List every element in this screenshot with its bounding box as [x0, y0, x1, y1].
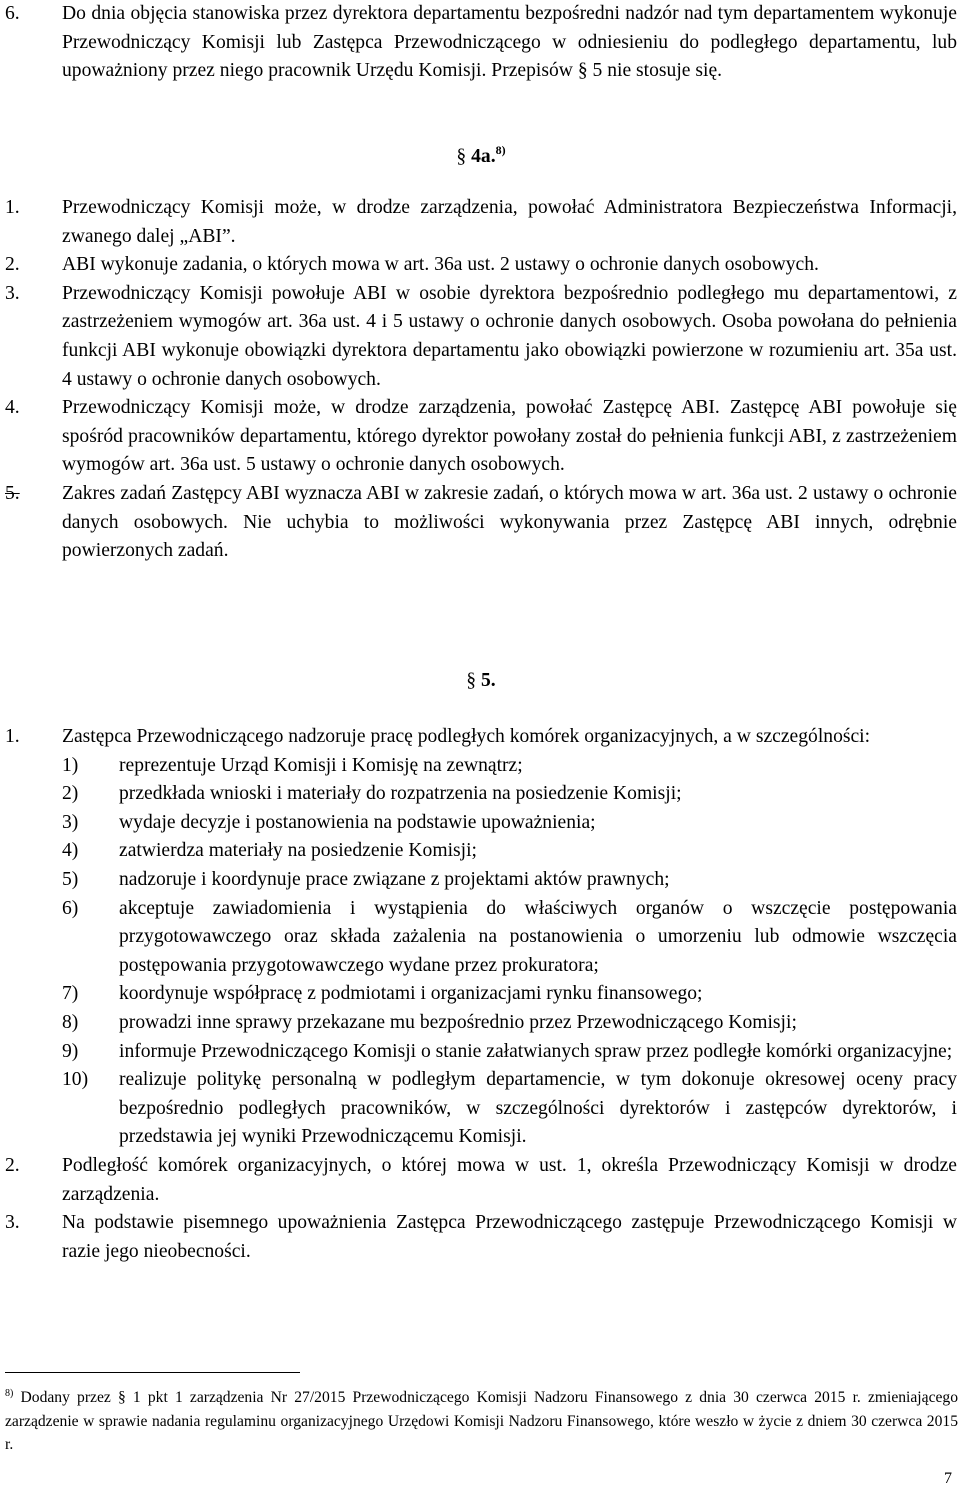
list-item: [5, 251, 957, 280]
sub-item: [5, 980, 957, 1009]
footnote-text: Dodany przez § 1 pkt 1 zarządzenia Nr 27/2015 Przewodniczącego Komisji Nadzoru Finansowego z dnia 30 czerwca 2015 r. zmieniającego zarządzenie w sprawie nadania regulaminu organizacyjnego Urzędowi Komisji Nadzoru Finansowego, które weszło w życie z dniem 30 czerwca 2015 r.: [5, 1389, 958, 1453]
list-top: [5, 0, 957, 86]
sub-item: [5, 895, 957, 981]
list-item: [5, 1209, 957, 1266]
section-sign: §: [456, 146, 467, 167]
item-number: 4.: [5, 397, 20, 419]
footnote-marker: 8): [5, 1388, 14, 1399]
item-text: ABI wykonuje zadania, o których mowa w art. 36a ust. 2 ustawy o ochronie danych osobowych.: [62, 254, 819, 276]
sub-item: [5, 837, 957, 866]
sub-item-number: 5): [62, 868, 79, 890]
sub-item: [5, 1009, 957, 1038]
list-item: [5, 280, 957, 394]
list-item: [5, 1152, 957, 1209]
sub-item-text: realizuje politykę personalną w podległym departamencie, w tym dokonuje okresowej oceny pracy bezpośrednio podległych pracowników, w szczególności dyrektorów i zastępców dyrektorów, i przedstawia jej wyniki Przewodniczącemu Komisji.: [119, 1069, 957, 1148]
list-item: [5, 0, 957, 86]
sub-item: [5, 752, 957, 781]
sub-item-number: 4): [62, 840, 79, 862]
item-number: 2.: [5, 1154, 20, 1176]
section-label: 5.: [481, 670, 496, 691]
list-item: [5, 480, 957, 566]
item-text: Przewodniczący Komisji może, w drodze zarządzenia, powołać Zastępcę ABI. Zastępcę ABI powołuje się spośród pracowników departamentu, którego dyrektor powołany został do pełnienia funkcji ABI, z zastrzeżeniem wymogów art. 36a ust. 5 ustawy o ochronie danych osobowych.: [62, 397, 957, 476]
sub-item: [5, 780, 957, 809]
item-number: 3.: [5, 1212, 20, 1234]
sub-item-text: przedkłada wnioski i materiały do rozpatrzenia na posiedzenie Komisji;: [119, 783, 682, 805]
sub-item-number: 10): [62, 1069, 89, 1091]
sub-item-text: koordynuje współpracę z podmiotami i organizacjami rynku finansowego;: [119, 983, 703, 1005]
section-heading-5: [5, 667, 957, 696]
section-sign: §: [466, 670, 477, 691]
list-section-4a: [5, 194, 957, 566]
sub-item-number: 8): [62, 1011, 79, 1033]
footnote: [5, 1386, 958, 1457]
item-number: 5.: [5, 482, 20, 504]
section-label: 4a.: [471, 146, 496, 167]
item-number: 1.: [5, 726, 20, 747]
footnote-reference: 8): [495, 143, 506, 157]
item-text: Przewodniczący Komisji powołuje ABI w osobie dyrektora bezpośrednio podległego mu departamentowi, z zastrzeżeniem wymogów art. 36a ust. 4 i 5 ustawy o ochronie danych osobowych. Osoba powołana do pełnienia funkcji ABI wykonuje obowiązki dyrektora departamentu jako obowiązki powierzone w rozumieniu art. 35a ust. 4 ustawy o ochronie danych osobowych.: [62, 282, 957, 390]
sub-item-number: 3): [62, 811, 79, 833]
item-number: 2.: [5, 254, 20, 276]
sub-item: [5, 809, 957, 838]
sub-item-number: 1): [62, 754, 79, 776]
sub-item: [5, 1066, 957, 1152]
item-text: Przewodniczący Komisji może, w drodze zarządzenia, powołać Administratora Bezpieczeństwa Informacji, zwanego dalej „ABI”.: [62, 197, 957, 247]
list-item: [5, 394, 957, 480]
sub-item-text: informuje Przewodniczącego Komisji o stanie załatwianych spraw przez podległe komórki organizacyjne;: [119, 1040, 953, 1062]
list-section-5: [5, 723, 957, 1266]
sub-item-number: 9): [62, 1040, 79, 1062]
item-text: Na podstawie pisemnego upoważnienia Zastępca Przewodniczącego zastępuje Przewodniczącego Komisji w razie jego nieobecności.: [62, 1212, 957, 1262]
section-heading-4a: [5, 143, 957, 172]
item-text: Zakres zadań Zastępcy ABI wyznacza ABI w zakresie zadań, o których mowa w art. 36a ust. 2 ustawy o ochronie danych osobowych. Nie uchybia to możliwości wykonywania przez Zastępcę ABI innych, odrębnie powierzonych zadań.: [62, 482, 957, 562]
sub-item-text: reprezentuje Urząd Komisji i Komisję na zewnątrz;: [119, 754, 523, 776]
item-text: Do dnia objęcia stanowiska przez dyrektora departamentu bezpośredni nadzór nad tym departamentem wykonuje Przewodniczący Komisji lub Zastępca Przewodniczącego w odniesieniu do podległego departamentu, lub upoważniony przez niego pracownik Urzędu Komisji. Przepisów § 5 nie stosuje się.: [62, 3, 957, 82]
item-number: 3.: [5, 282, 20, 304]
sub-item-text: wydaje decyzje i postanowienia na podstawie upoważnienia;: [119, 811, 596, 833]
sub-item-text: nadzoruje i koordynuje prace związane z projektami aktów prawnych;: [119, 868, 670, 890]
sub-item-text: zatwierdza materiały na posiedzenie Komisji;: [119, 840, 477, 862]
sub-item-number: 2): [62, 783, 79, 805]
sub-item-number: 7): [62, 983, 79, 1005]
item-text: Zastępca Przewodniczącego nadzoruje pracę podległych komórek organizacyjnych, a w szczególności:: [62, 726, 871, 747]
sub-item-number: 6): [62, 897, 79, 919]
page-number: 7: [944, 1470, 952, 1487]
item-text: Podległość komórek organizacyjnych, o której mowa w ust. 1, określa Przewodniczący Komisji w drodze zarządzenia.: [62, 1154, 957, 1205]
list-item: [5, 723, 957, 752]
list-item: [5, 194, 957, 251]
item-number: 6.: [5, 3, 20, 24]
sub-item: [5, 1038, 957, 1067]
sub-item-text: akceptuje zawiadomienia i wystąpienia do właściwych organów o wszczęcie postępowania przygotowawczego oraz składa zażalenia na postanowienia o umorzeniu lub odmowie wszczęcia postępowania przygotowawczego wydane przez prokuratora;: [119, 897, 957, 976]
sub-item: [5, 866, 957, 895]
item-number: 1.: [5, 197, 20, 218]
sub-item-text: prowadzi inne sprawy przekazane mu bezpośrednio przez Przewodniczącego Komisji;: [119, 1011, 797, 1033]
footnote-separator: [5, 1372, 300, 1373]
